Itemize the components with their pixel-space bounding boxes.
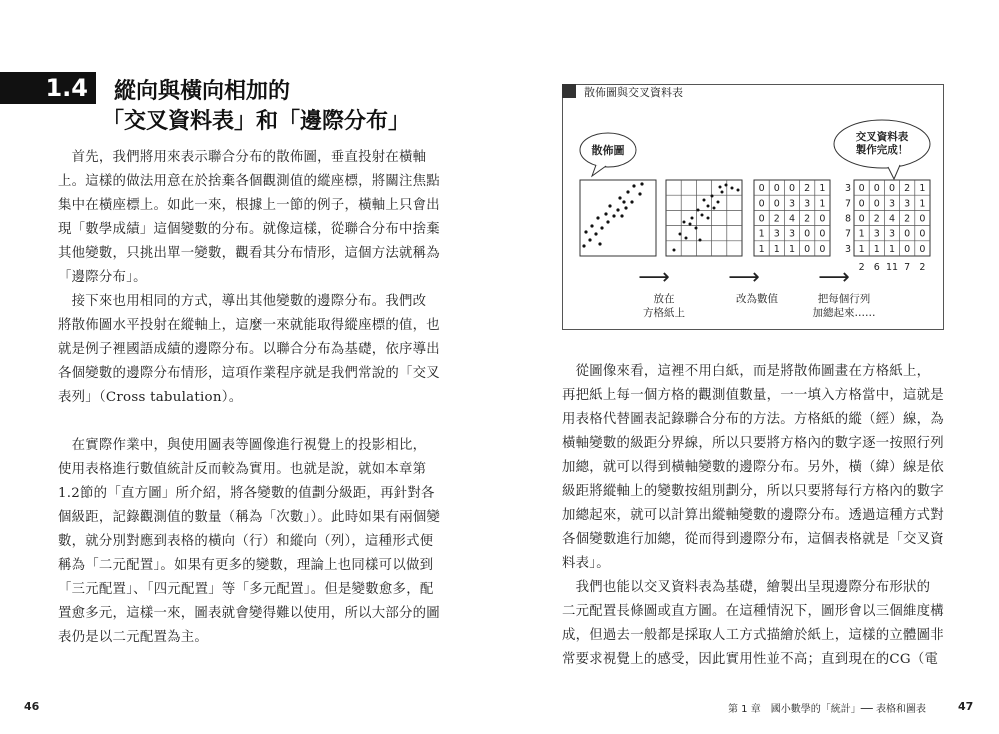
scatter-dot-15 <box>606 220 609 223</box>
count-table <box>754 180 830 256</box>
step-label-3: 把每個行列 加總起來…… <box>812 293 876 319</box>
column-total: 2 <box>858 262 865 273</box>
cross-cell: 3 <box>904 198 911 210</box>
count-cell: 2 <box>773 213 780 225</box>
grid-dot-17 <box>695 227 698 230</box>
grid-dot-3 <box>731 187 734 190</box>
arrow-1: ⟶ <box>638 265 670 290</box>
right-paragraph-2: 我們也能以交叉資料表為基礎，繪製出呈現邊際分布形狀的 二元配置長條圖或直方圖。在這種情況下，圖形會以三個維度構 成，但過去一般都是採取人工方式描繪於紙上，這樣的立體圖非 常要求視覺上的感受，因此實用性並不高；直到現在的CG（電 <box>562 580 944 667</box>
step-label-2: 改為數值 <box>736 293 778 305</box>
bubble-right-text: 交叉資料表製作完成！ <box>855 131 909 156</box>
count-cell: 0 <box>773 198 780 210</box>
cross-cell: 0 <box>858 198 865 210</box>
cross-cell: 2 <box>873 213 880 225</box>
scatter-dot-6 <box>630 200 633 203</box>
count-cell: 1 <box>819 198 826 210</box>
grid-dot-7 <box>717 201 720 204</box>
cross-cell: 2 <box>904 213 911 225</box>
count-cell: 0 <box>804 243 811 255</box>
scatter-dot-18 <box>584 230 587 233</box>
count-cell: 1 <box>788 243 796 255</box>
grid-scatter-panel <box>666 180 742 256</box>
right-paragraph-1: 從圖像來看，這裡不用白紙，而是將散佈圖畫在方格紙上， 再把紙上每一個方格的觀測值數量，一一填入方格當中，這就是 用表格代替圖表記錄聯合分布的方法。方格紙的縱（經）線，為 橫軸變數的級距分界線，所以只要將方格內的數字逐一按照行列 加總，就可以得到橫軸變數的邊際分布。另外，橫（緯）線是依 級距將縱軸上的變數按組別劃分，所以只要將每行方格內的數字 加總起來，就可以計算出縱軸變數的邊際分布。透過這種方式對 各個變數進行加總，從而得到邊際分布，這個表格就是「交叉資 料表」。 <box>562 364 944 571</box>
running-head: 第 1 章 國小數學的「統計」── 表格和圖表 <box>728 704 926 715</box>
cross-cell: 1 <box>919 198 926 210</box>
count-cell: 0 <box>758 198 765 210</box>
scatter-dot-4 <box>638 192 641 195</box>
cross-cell: 1 <box>858 228 865 240</box>
scatter-dot-10 <box>624 206 627 209</box>
grid-dot-20 <box>699 239 702 242</box>
scatter-dot-3 <box>626 190 629 193</box>
cross-cell: 0 <box>873 183 880 195</box>
column-total: 11 <box>885 262 899 273</box>
section-number: 1.4 <box>0 72 96 104</box>
count-cell: 0 <box>758 183 765 195</box>
count-cell: 0 <box>758 213 765 225</box>
scatter-dot-14 <box>596 216 599 219</box>
row-total: 3 <box>844 243 852 255</box>
count-cell: 0 <box>788 183 796 195</box>
speech-bubble-right <box>834 120 930 179</box>
cross-cell: 2 <box>904 183 911 195</box>
right-column <box>562 360 944 672</box>
grid-dot-11 <box>697 209 700 212</box>
scatter-dot-5 <box>618 196 621 199</box>
grid-dot-2 <box>725 184 728 187</box>
count-cell: 2 <box>804 183 811 195</box>
count-cell: 3 <box>804 198 811 210</box>
grid-dot-10 <box>713 207 716 210</box>
cross-cell: 0 <box>904 243 911 255</box>
scatter-dot-1 <box>632 184 635 187</box>
cross-cell: 0 <box>904 228 911 240</box>
cross-cell: 1 <box>858 243 865 255</box>
column-total: 2 <box>919 262 926 273</box>
arrow-3: ⟶ <box>818 265 850 290</box>
figure-title: 散佈圖與交叉資料表 <box>584 86 683 99</box>
cross-cell: 3 <box>873 228 880 240</box>
grid-dot-14 <box>707 217 710 220</box>
row-total: 8 <box>844 213 852 225</box>
section-title-line2: 「交叉資料表」和「邊際分布」 <box>102 109 411 134</box>
cross-cell: 0 <box>919 228 926 240</box>
step-label-1: 放在 方格紙上 <box>643 293 685 319</box>
row-total: 7 <box>844 228 852 240</box>
scatter-dot-22 <box>598 242 601 245</box>
grid-dot-13 <box>691 217 694 220</box>
count-cell: 1 <box>773 243 780 255</box>
cross-cell: 0 <box>858 183 865 195</box>
speech-bubble-left <box>580 133 636 176</box>
grid-dot-1 <box>719 186 722 189</box>
cross-table <box>845 180 930 273</box>
cross-cell: 1 <box>873 243 880 255</box>
row-total: 3 <box>844 183 852 195</box>
scatter-dot-2 <box>640 182 643 185</box>
count-cell: 0 <box>819 228 826 240</box>
scatter-dot-20 <box>588 238 591 241</box>
left-paragraph-1: 首先，我們將用來表示聯合分布的散佈圖，垂直投射在橫軸 上。這樣的做法用意在於捨棄各個觀測值的縱座標，將關注焦點 集中在橫座標上。如此一來，根據上一節的例子，橫軸上只會出 現「數學成績」這個變數的分布。就像這樣，從聯合分布中捨棄 其他變數，只挑出單一變數，觀看其分布情形，這個方法就稱為 「邊際分布」。 <box>58 150 440 285</box>
count-cell: 2 <box>804 213 811 225</box>
cross-cell: 1 <box>888 243 896 255</box>
scatter-dot-13 <box>620 214 623 217</box>
scatter-dot-19 <box>594 232 597 235</box>
cross-cell: 1 <box>919 183 926 195</box>
count-cell: 0 <box>819 243 826 255</box>
right-page-number: 47 <box>958 700 974 713</box>
scatter-dot-9 <box>616 208 619 211</box>
grid-dot-16 <box>689 223 692 226</box>
grid-dot-21 <box>673 249 676 252</box>
left-paragraph-2: 接下來也用相同的方式，導出其他變數的邊際分布。我們改 將散佈圖水平投射在縱軸上，這麼一來就能取得縱座標的值，也 就是例子裡國語成績的邊際分布。以聯合分布為基礎，依序導出 各個變數的邊際分布情形，這項作業程序就是我們常說的「交叉 表列」（Cross tabulation）。 <box>58 294 440 405</box>
scatter-dot-12 <box>612 214 615 217</box>
count-cell: 3 <box>788 228 796 240</box>
scatter-dot-7 <box>622 200 625 203</box>
scatter-dot-21 <box>582 244 585 247</box>
count-cell: 0 <box>804 228 811 240</box>
scatter-dot-8 <box>608 204 611 207</box>
count-cell: 0 <box>819 213 826 225</box>
count-cell: 0 <box>773 183 780 195</box>
grid-dot-12 <box>701 214 704 217</box>
section-title-line1: 縱向與橫向相加的 <box>114 79 291 104</box>
count-cell: 1 <box>758 243 765 255</box>
grid-dot-6 <box>711 195 714 198</box>
cross-cell: 0 <box>919 243 926 255</box>
cross-cell: 3 <box>888 198 896 210</box>
cross-cell: 0 <box>888 183 896 195</box>
grid-dot-9 <box>707 205 710 208</box>
cross-cell: 0 <box>919 213 926 225</box>
scatter-panel <box>580 180 656 256</box>
cross-cell: 0 <box>858 213 865 225</box>
row-total: 7 <box>844 198 852 210</box>
count-cell: 4 <box>788 213 796 225</box>
count-cell: 3 <box>773 228 780 240</box>
count-cell: 3 <box>788 198 796 210</box>
scatter-dot-11 <box>604 212 607 215</box>
cross-cell: 3 <box>888 228 896 240</box>
left-column <box>58 146 442 650</box>
scatter-dot-16 <box>590 224 593 227</box>
scatter-dot-17 <box>600 226 603 229</box>
grid-dot-5 <box>737 189 740 192</box>
grid-dot-15 <box>683 221 686 224</box>
left-page-number: 46 <box>24 700 40 713</box>
count-cell: 1 <box>758 228 765 240</box>
left-paragraph-3: 在實際作業中，與使用圖表等圖像進行視覺上的投影相比， 使用表格進行數值統計反而較為實用。也就是說，就如本章第 1.2節的「直方圖」所介紹，將各變數的值劃分級距，再針對各 個級距，記錄觀測值的數量（稱為「次數」）。此時如果有兩個變 數，就分別對應到表格的橫向（行）和縱向（列），這種形式便 稱為「二元配置」。如果有更多的變數，理論上也同樣可以做到 「三元配置」、「四元配置」等「多元配置」。但是變數愈多，配 置愈多元，這樣一來，圖表就會變得難以使用，所以大部分的圖 表仍是以二元配置為主。 <box>58 438 441 645</box>
cross-cell: 4 <box>888 213 896 225</box>
bubble-left-text: 散佈圖 <box>591 144 625 157</box>
arrow-2: ⟶ <box>728 265 760 290</box>
count-cell: 1 <box>819 183 826 195</box>
grid-dot-8 <box>703 199 706 202</box>
column-total: 7 <box>904 262 911 273</box>
grid-dot-19 <box>685 237 688 240</box>
grid-dot-4 <box>721 191 724 194</box>
column-total: 6 <box>873 262 880 273</box>
cross-cell: 0 <box>873 198 880 210</box>
grid-dot-18 <box>679 233 682 236</box>
